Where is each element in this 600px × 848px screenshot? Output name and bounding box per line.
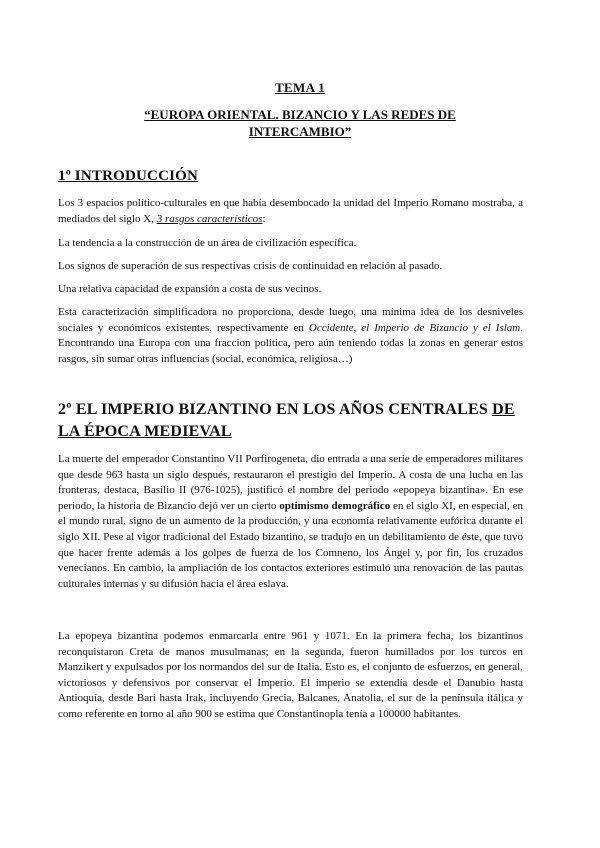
intro-paragraph-3 (58, 259, 523, 275)
intro-p1-end: : (262, 212, 266, 225)
intro-p5-end: Encontrando una Europa con una fraccion política, pero aún teniendo todas la zonas en generar estos rasgos, sin sumar otras influencias (social, económica, religiosa…) (58, 337, 523, 365)
intro-p3-text: Los signos de superación de sus respectivas crisis de continuidad en relación al pasado. (58, 260, 443, 272)
intro-paragraph-2 (58, 236, 523, 252)
intro-paragraph-1 (58, 196, 523, 227)
imperio-paragraph-1 (58, 452, 523, 592)
section-heading-introduccion: 1º INTRODUCCIÓN (58, 168, 199, 184)
intro-p4-text: Una relativa capacidad de expansión a costa de sus vecinos. (58, 283, 322, 295)
document-title: “EUROPA ORIENTAL. BIZANCIO Y LAS REDES DE INTERCAMBIO” (144, 107, 456, 139)
intro-p5-emphasis: Occidente, el Imperio de Bizancio y el Islam. (308, 321, 523, 334)
intro-p2-text: La tendencia a la construcción de un área de civilización específica. (58, 237, 357, 249)
intro-paragraph-5 (58, 305, 523, 367)
imperio-p1-text-b: en el siglo XI, en especial, en el mundo rural, signo de un aumento de la producción, y una economía relativamente eufórica durante el siglo XII. Pese al vigor tradicional del Estado bizantino, se tradujo en un debilitamiento de éste, que tuvo que hacer frente además a los golpes de fuerza de los Comneno, los Ángel y, por fin, los cruzados venecianos. En cambio, la ampliación de los contactos exteriores estimuló una renovación de las pautas culturales internas y su difusión hacia el área eslava. (58, 499, 523, 590)
imperio-p1-bold: optimismo demográfico (279, 499, 391, 512)
section-heading-imperio-bizantino (58, 399, 528, 443)
imperio-p2-text: La epopeya bizantina podemos enmarcarla entre 961 y 1071. En la primera fecha, los bizantinos reconquistaron Creta de manos musulmanas; en la segunda, fueron humillados por los turcos en Manzikert y expulsados por los normandos del sur de Italia. Esto es, el conjunto de esfuerzos, en general, victoriosos y defensivos por conservar el Imperio. El imperio se extendía desde el Danubio hasta Antioquía, desde Bari hasta Irak, incluyendo Grecia, Balcanes, Anatolia, el sur de la península itálica y como referente en torno al año 900 se estima que Constantinopla tenía a 100000 habitantes. (58, 630, 523, 720)
imperio-paragraph-2 (58, 629, 523, 723)
intro-p1-emphasis: 3 rasgos característicos (156, 212, 263, 225)
intro-p5-text: Esta caracterización simplificadora no proporciona, desde luego, una mínima idea de los desniveles sociales y económicos existentes, respectivamente en (58, 306, 523, 334)
section2-heading-tail: DE LA ÉPOCA MEDIEVAL (58, 401, 515, 440)
imperio-p1-text-a: La muerte del emperador Constantino VII Porfirogeneta, dio entrada a una serie de emperadores militares que desde 963 hasta un siglo después, restauraron el prestigio del Imperio. A costa de una lucha en las fronteras, destaca, Basilio II (976-1025), justificó el nombre del periodo «epopeya bizantina». En ese periodo, la historia de Bizancio dejó ver un cierto (58, 453, 523, 512)
intro-p1-text: Los 3 espacios político-culturales en que había desembocado la unidad del Imperio Romano mostraba, a mediados del siglo X, (58, 197, 523, 225)
section2-heading-main: 2º EL IMPERIO BIZANTINO EN LOS AÑOS CENTRALES (58, 401, 488, 418)
intro-paragraph-4 (58, 282, 523, 298)
tema-label: TEMA 1 (275, 80, 325, 95)
